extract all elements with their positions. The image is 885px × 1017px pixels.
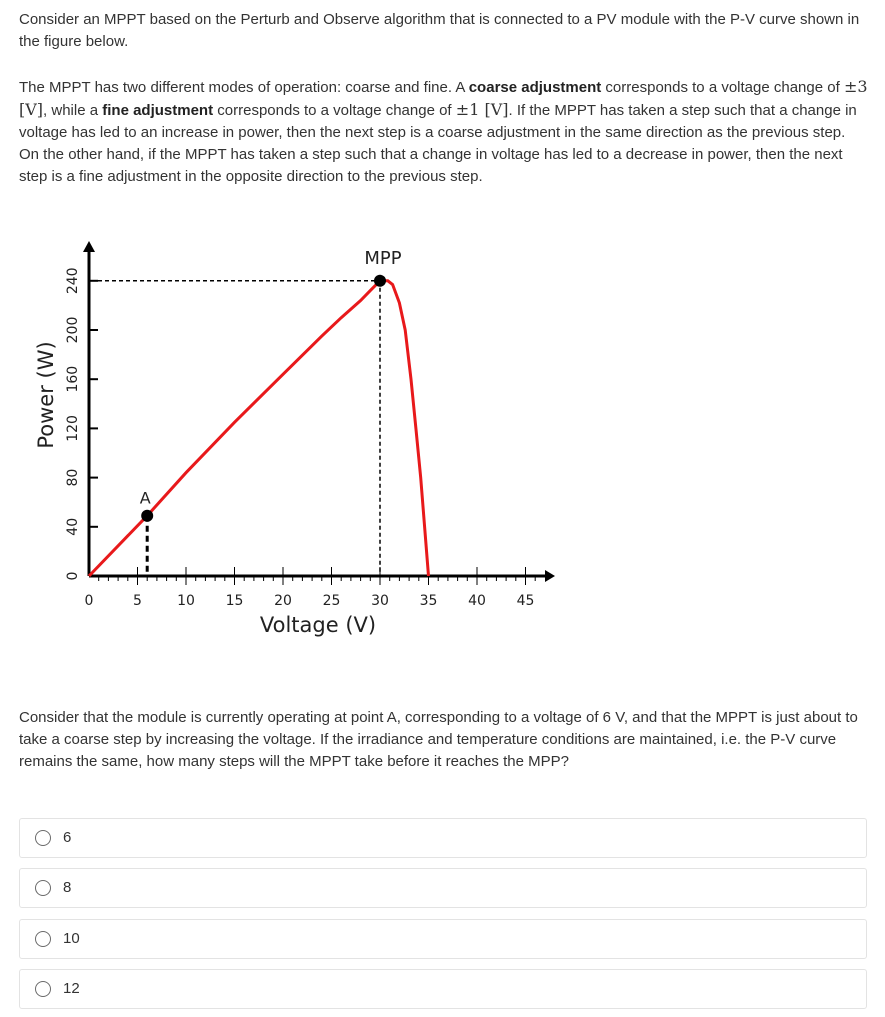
x-tick-label: 0 xyxy=(84,593,94,609)
modes-paragraph xyxy=(19,76,869,188)
x-tick-label: 30 xyxy=(371,593,389,609)
axis-ticks xyxy=(89,281,535,585)
option-label: 12 xyxy=(63,980,80,997)
radio-icon[interactable] xyxy=(35,981,51,997)
x-tick-label: 20 xyxy=(274,593,292,609)
y-tick-label: 120 xyxy=(65,415,81,442)
x-tick-label: 35 xyxy=(419,593,438,609)
intro-text: Consider an MPPT based on the Perturb and Observe algorithm that is connected to a PV module with the P-V curve shown in the figure below. xyxy=(19,11,860,50)
y-tick-label: 40 xyxy=(65,517,81,536)
y-tick-label: 200 xyxy=(65,316,81,344)
option-label: 10 xyxy=(63,930,80,947)
answer-option-1[interactable] xyxy=(19,818,867,858)
modes-text-4: corresponds to a voltage change of xyxy=(213,102,456,119)
point-a-label: A xyxy=(139,488,151,508)
x-tick-label: 5 xyxy=(133,593,142,609)
y-tick-label: 0 xyxy=(65,571,81,581)
y-tick-label: 240 xyxy=(65,267,81,295)
option-label: 6 xyxy=(63,829,72,846)
mpp-label: MPP xyxy=(364,247,402,269)
point-a-marker xyxy=(141,510,153,522)
x-axis-title: Voltage (V) xyxy=(259,613,377,637)
axis-tick-labels xyxy=(65,267,534,609)
pv-curve-series xyxy=(89,281,429,576)
modes-text-2: corresponds to a voltage change of xyxy=(601,79,844,96)
answer-option-3[interactable] xyxy=(19,919,867,959)
modes-text-3: , while a xyxy=(43,102,103,119)
option-label: 8 xyxy=(63,879,72,896)
answer-option-4[interactable] xyxy=(19,969,867,1009)
x-tick-label: 15 xyxy=(225,593,244,609)
fine-value: ±1 [V] xyxy=(455,100,509,119)
x-axis-arrow xyxy=(545,570,555,582)
radio-icon[interactable] xyxy=(35,931,51,947)
radio-icon[interactable] xyxy=(35,880,51,896)
x-tick-label: 40 xyxy=(468,593,486,609)
y-tick-label: 160 xyxy=(65,365,81,393)
guide-lines xyxy=(91,281,380,576)
fine-adjustment-term: fine adjustment xyxy=(102,102,214,119)
chart-axes xyxy=(83,241,555,582)
mpp-marker xyxy=(374,275,386,287)
y-tick-label: 80 xyxy=(65,468,81,487)
coarse-adjustment-term: coarse adjustment xyxy=(468,79,602,96)
x-tick-label: 25 xyxy=(322,593,341,609)
pv-curve-chart xyxy=(0,230,885,650)
x-tick-label: 10 xyxy=(177,593,195,609)
coarse-value: ±3 [V] xyxy=(19,77,868,119)
y-axis-arrow xyxy=(83,241,95,252)
radio-icon[interactable] xyxy=(35,830,51,846)
y-axis-title: Power (W) xyxy=(34,341,58,449)
modes-text-5: . If the MPPT has taken a step such that a change in voltage has led to an increase in power, then the next step is a coarse adjustment in the same direction as the previous step. On the other hand, if the MPPT has taken a step such that a change in voltage has led to a decrease in power, then the next step is a fine adjustment in the opposite direction to the previous step. xyxy=(19,102,857,185)
modes-text-1: The MPPT has two different modes of operation: coarse and fine. A xyxy=(19,79,469,96)
x-tick-label: 45 xyxy=(516,593,535,609)
answer-option-2[interactable] xyxy=(19,868,867,908)
scenario-text: Consider that the module is currently operating at point A, corresponding to a voltage of 6 V, and that the MPPT is just about to take a coarse step by increasing the voltage. If the irradiance and temperature conditions are maintained, i.e. the P-V curve remains the same, how many steps will the MPPT take before it reaches the MPP? xyxy=(19,709,858,770)
